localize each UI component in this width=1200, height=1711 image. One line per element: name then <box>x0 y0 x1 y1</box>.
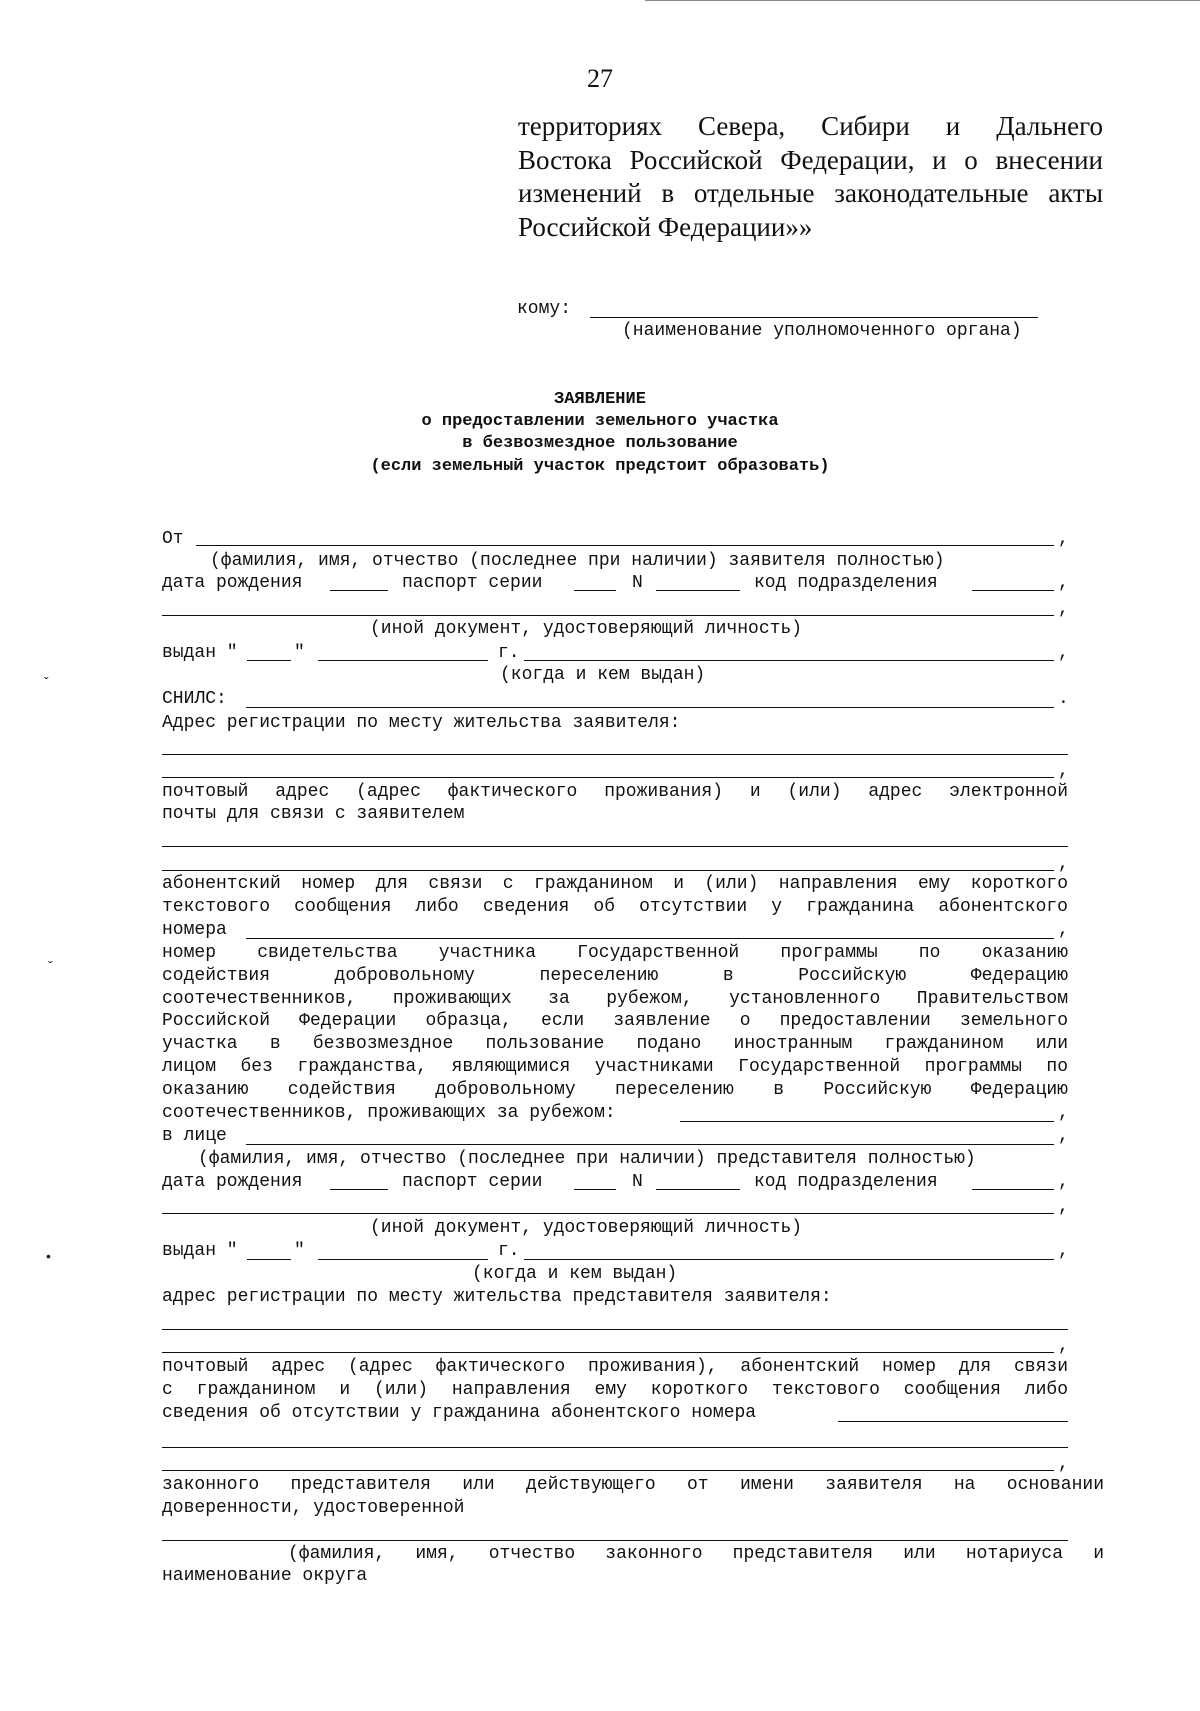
page-number: 27 <box>587 64 613 93</box>
notary-field[interactable] <box>162 1540 1068 1541</box>
year-label: г. <box>498 643 520 663</box>
comma: , <box>1058 1454 1069 1474</box>
rep-birth-date-label: дата рождения <box>162 1172 303 1192</box>
comma: , <box>1058 599 1069 619</box>
notary-caption: наименование округа <box>162 1566 368 1586</box>
header-line: территориях Севера, Сибири и Дальнего <box>518 111 1103 141</box>
rep-reg-address-field[interactable] <box>162 1329 1068 1330</box>
year-label: г. <box>498 1241 520 1261</box>
snils-label: СНИЛС: <box>162 689 227 709</box>
certificate-label: участка в безвозмездное пользование подано иностранным гражданином или <box>162 1034 1068 1054</box>
issued-label: выдан " <box>162 643 238 663</box>
rep-postal-label: сведения об отсутствии у гражданина абонентского номера <box>162 1403 757 1423</box>
issued-caption: (когда и кем выдан) <box>500 665 706 685</box>
birth-date-label: дата рождения <box>162 573 303 593</box>
quote: " <box>294 643 305 663</box>
statement-subtitle: в безвозмездное пользование <box>462 434 738 453</box>
other-id-field[interactable] <box>162 615 1054 616</box>
rep-issued-day-field[interactable] <box>247 1259 291 1260</box>
rep-division-code-label: код подразделения <box>754 1172 938 1192</box>
rep-other-id-field[interactable] <box>162 1213 1054 1214</box>
rep-postal-field-3[interactable] <box>162 1470 1054 1471</box>
phone-field[interactable] <box>246 938 1054 939</box>
to-caption: (наименование уполномоченного органа) <box>622 321 1022 341</box>
top-border-line <box>645 0 1200 1</box>
division-code-field[interactable] <box>972 590 1054 591</box>
certificate-label: номер свидетельства участника Государственной программы по оказанию <box>162 943 1068 963</box>
issued-by-field[interactable] <box>524 660 1054 661</box>
quote: " <box>294 1241 305 1261</box>
comma: , <box>1058 1241 1069 1261</box>
scan-mark: ˇ <box>44 674 49 690</box>
statement-subtitle: (если земельный участок предстоит образовать) <box>370 457 830 476</box>
other-id-caption: (иной документ, удостоверяющий личность) <box>370 619 803 639</box>
certificate-number-field[interactable] <box>680 1121 1054 1122</box>
rep-postal-field-2[interactable] <box>162 1447 1068 1448</box>
law-title-continuation <box>518 110 1103 244</box>
comma: , <box>1058 1103 1069 1123</box>
to-field[interactable] <box>590 317 1038 318</box>
passport-number-label: N <box>632 573 643 593</box>
scan-mark: • <box>46 1248 51 1264</box>
rep-passport-number-label: N <box>632 1172 643 1192</box>
postal-address-field[interactable] <box>162 846 1068 847</box>
birth-date-field[interactable] <box>330 590 388 591</box>
certificate-label: соотечественников, проживающих за рубежом: <box>162 1103 616 1123</box>
representative-name-field[interactable] <box>246 1144 1054 1145</box>
postal-address-field-2[interactable] <box>162 870 1054 871</box>
certificate-label: соотечественников, проживающих за рубежом, установленного Правительством <box>162 989 1068 1009</box>
legal-rep-label: законного представителя или действующего от имени заявителя на основании <box>162 1475 1104 1495</box>
comma: , <box>1058 1197 1069 1217</box>
comma: , <box>1058 1126 1069 1146</box>
statement-subtitle: о предоставлении земельного участка <box>421 412 779 431</box>
from-label: От <box>162 529 184 549</box>
reg-address-field-2[interactable] <box>162 777 1054 778</box>
rep-postal-label: почтовый адрес (адрес фактического проживания), абонентский номер для связи <box>162 1357 1068 1377</box>
notary-caption: (фамилия, имя, отчество законного представителя или нотариуса и <box>288 1544 1104 1564</box>
reg-address-label: Адрес регистрации по месту жительства заявителя: <box>162 713 681 733</box>
rep-postal-label: с гражданином и (или) направления ему короткого текстового сообщения либо <box>162 1380 1068 1400</box>
rep-postal-field[interactable] <box>838 1421 1068 1422</box>
scan-mark: ˇ <box>48 958 53 974</box>
certificate-label: содействия добровольному переселению в Российскую Федерацию <box>162 966 1068 986</box>
rep-passport-series-field[interactable] <box>574 1189 616 1190</box>
representative-name-caption: (фамилия, имя, отчество (последнее при наличии) представителя полностью) <box>198 1149 976 1169</box>
rep-passport-number-field[interactable] <box>656 1189 740 1190</box>
issued-month-field[interactable] <box>318 660 488 661</box>
rep-passport-series-label: паспорт серии <box>402 1172 543 1192</box>
certificate-label: оказанию содействия добровольному переселению в Российскую Федерацию <box>162 1080 1068 1100</box>
rep-issued-by-field[interactable] <box>524 1259 1054 1260</box>
represented-by-label: в лице <box>162 1126 227 1146</box>
comma: , <box>1058 573 1069 593</box>
comma: , <box>1058 1336 1069 1356</box>
rep-reg-address-field-2[interactable] <box>162 1352 1054 1353</box>
comma: , <box>1058 854 1069 874</box>
certificate-label: Российской Федерации образца, если заявление о предоставлении земельного <box>162 1011 1068 1031</box>
certificate-label: лицом без гражданства, являющимися участниками Государственной программы по <box>162 1057 1068 1077</box>
division-code-label: код подразделения <box>754 573 938 593</box>
period: . <box>1058 689 1069 709</box>
snils-field[interactable] <box>246 707 1054 708</box>
comma: , <box>1058 920 1069 940</box>
passport-series-label: паспорт серии <box>402 573 543 593</box>
applicant-name-field[interactable] <box>196 545 1054 546</box>
rep-issued-label: выдан " <box>162 1241 238 1261</box>
to-label: кому: <box>517 299 572 319</box>
postal-address-label: почтовый адрес (адрес фактического проживания) и (или) адрес электронной <box>162 782 1068 802</box>
rep-issued-caption: (когда и кем выдан) <box>472 1264 678 1284</box>
phone-label: текстового сообщения либо сведения об отсутствии у гражданина абонентского <box>162 897 1068 917</box>
postal-address-label: почты для связи с заявителем <box>162 804 465 824</box>
comma: , <box>1058 761 1069 781</box>
rep-reg-address-label: адрес регистрации по месту жительства представителя заявителя: <box>162 1287 832 1307</box>
comma: , <box>1058 1172 1069 1192</box>
comma: , <box>1058 643 1069 663</box>
header-line: Востока Российской Федерации, и о внесении <box>518 144 1103 175</box>
rep-birth-date-field[interactable] <box>330 1189 388 1190</box>
statement-title: ЗАЯВЛЕНИЕ <box>554 390 646 409</box>
legal-rep-label: доверенности, удостоверенной <box>162 1498 465 1518</box>
reg-address-field[interactable] <box>162 754 1068 755</box>
phone-label: абонентский номер для связи с гражданином и (или) направления ему короткого <box>162 874 1068 894</box>
rep-issued-month-field[interactable] <box>318 1259 488 1260</box>
rep-other-id-caption: (иной документ, удостоверяющий личность) <box>370 1218 803 1238</box>
header-line: Российской Федерации»» <box>518 211 813 242</box>
header-line: изменений в отдельные законодательные акты <box>518 178 1103 208</box>
phone-label: номера <box>162 920 227 940</box>
issued-day-field[interactable] <box>247 660 291 661</box>
rep-division-code-field[interactable] <box>972 1189 1054 1190</box>
comma: , <box>1058 529 1069 549</box>
passport-series-field[interactable] <box>574 590 616 591</box>
applicant-name-caption: (фамилия, имя, отчество (последнее при наличии) заявителя полностью) <box>210 551 945 571</box>
passport-number-field[interactable] <box>656 590 740 591</box>
